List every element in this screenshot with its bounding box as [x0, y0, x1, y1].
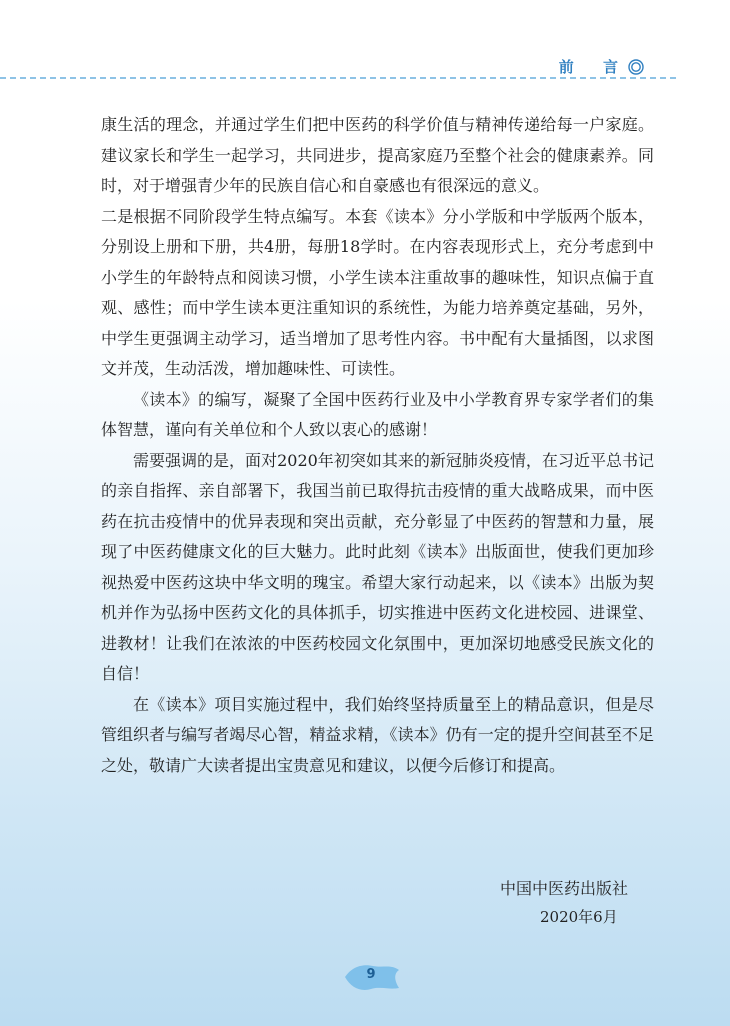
page-title: 前 言: [558, 58, 630, 76]
page-number: 9: [366, 967, 376, 982]
paragraph: 康生活的理念，并通过学生们把中医药的科学价值与精神传递给每一户家庭。建议家长和学生一起学习，共同进步，提高家庭乃至整个社会的健康素养。同时，对于增强青少年的民族自信心和自豪感也有很深远的意义。: [101, 115, 654, 195]
body-text: [101, 110, 654, 781]
paragraph: 在《读本》项目实施过程中，我们始终坚持质量至上的精品意识，但是尽管组织者与编写者竭尽心智，精益求精，《读本》仍有一定的提升空间甚至不足之处，敬请广大读者提出宝贵意见和建议，以便今后修订和提高。: [101, 694, 654, 775]
signature-date: 2020年6月: [540, 908, 618, 926]
header-dashed-rule: [0, 77, 676, 79]
signature-organization: 中国中医药出版社: [500, 879, 629, 898]
concentric-circle-icon: [628, 59, 644, 75]
paragraph: 二是根据不同阶段学生特点编写。本套《读本》分小学版和中学版两个版本，分别设上册和下册，共4册，每册18学时。在内容表现形式上，充分考虑到中小学生的年龄特点和阅读习惯，小学生读本注重故事的趣味性，知识点偏于直观、感性；而中学生读本更注重知识的系统性，为能力培养奠定基础，另外，中学生更强调主动学习，适当增加了思考性内容。书中配有大量插图，以求图文并茂，生动活泼，增加趣味性、可读性。: [101, 206, 654, 378]
paragraph: 需要强调的是，面对2020年初突如其来的新冠肺炎疫情，在习近平总书记的亲自指挥、亲自部署下，我国当前已取得抗击疫情的重大战略成果，而中医药在抗击疫情中的优异表现和突出贡献，充分彰显了中医药的智慧和力量，展现了中医药健康文化的巨大魅力。此时此刻《读本》出版面世，使我们更加珍视热爱中医药这块中华文明的瑰宝。希望大家行动起来，以《读本》出版为契机并作为弘扬中医药文化的具体抓手，切实推进中医药文化进校园、进课堂、进教材！让我们在浓浓的中医药校园文化氛围中，更加深切地感受民族文化的自信！: [101, 450, 654, 683]
paragraph: 《读本》的编写，凝聚了全国中医药行业及中小学教育界专家学者们的集体智慧，谨向有关单位和个人致以衷心的感谢！: [101, 389, 654, 439]
